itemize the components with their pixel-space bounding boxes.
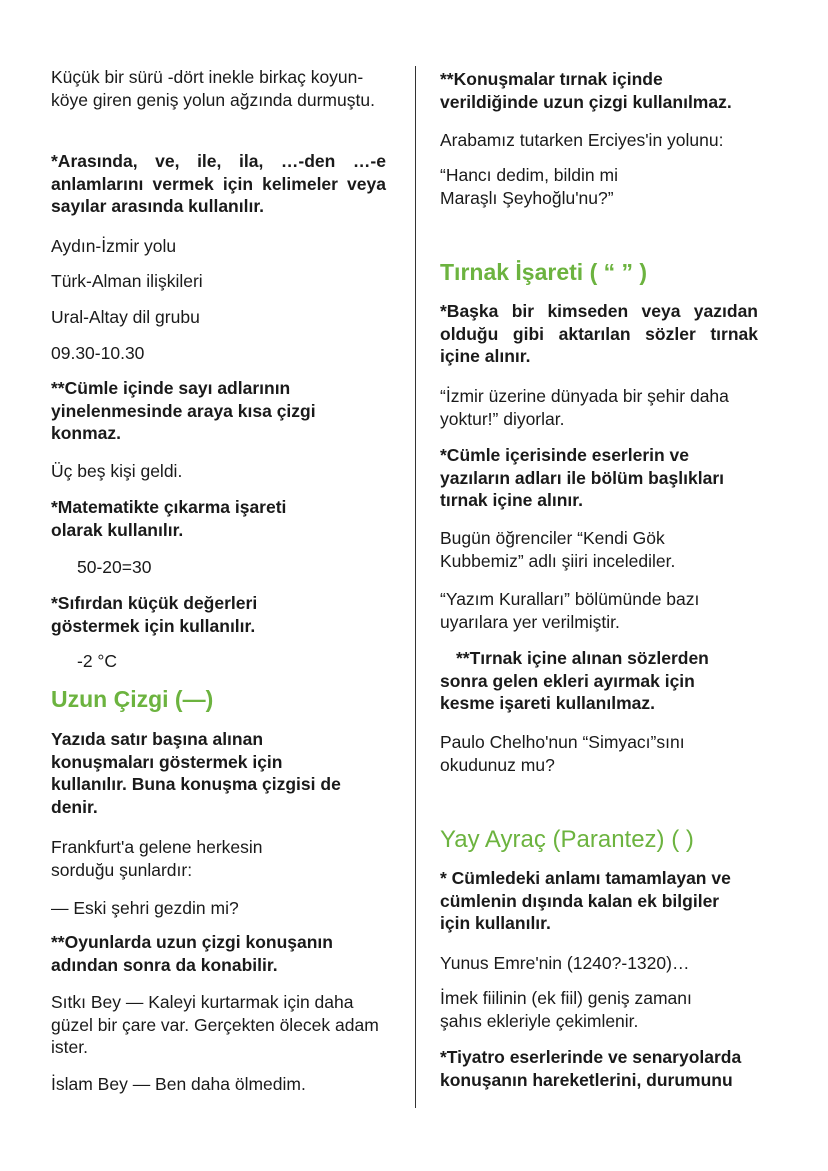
example-imek-fiili: İmek fiilinin (ek fiil) geniş zamanı şahıs ekleriyle çekimlenir. — [440, 988, 692, 1031]
paragraph-intro-example: Küçük bir sürü -dört inekle birkaç koyun- köye giren geniş yolun ağzında durmuştu. — [51, 67, 375, 110]
example-hanci: “Hancı dedim, bildin mi Maraşlı Şeyhoğlu'nu?” — [440, 165, 618, 208]
example-subtraction: 50-20=30 — [77, 557, 152, 577]
example-simyaci: Paulo Chelho'nun “Simyacı”sını okudunuz mu? — [440, 732, 685, 775]
example-izmir: “İzmir üzerine dünyada bir şehir daha yoktur!” diyorlar. — [440, 386, 729, 429]
example-turk-alman: Türk-Alman ilişkileri — [51, 271, 203, 291]
rule-number-repeat: **Cümle içinde sayı adlarının yinelenmesinde araya kısa çizgi konmaz. — [51, 378, 316, 443]
example-eski-sehir: — Eski şehri gezdin mi? — [51, 898, 239, 918]
rule-theatre: *Tiyatro eserlerinde ve senaryolarda konuşanın hareketlerini, durumunu — [440, 1047, 742, 1090]
column-divider — [415, 66, 416, 1108]
example-yazim-kurallari: “Yazım Kuralları” bölümünde bazı uyarılara yer verilmiştir. — [440, 589, 700, 632]
example-sitki-bey: Sıtkı Bey — Kaleyi kurtarmak için daha güzel bir çare var. Gerçekten ölecek adam ister. — [51, 992, 379, 1057]
heading-uzun-cizgi: Uzun Çizgi (—) — [51, 686, 214, 712]
rule-quote-no-dash: **Konuşmalar tırnak içinde verildiğinde uzun çizgi kullanılmaz. — [440, 69, 732, 112]
rule-play-dash: **Oyunlarda uzun çizgi konuşanın adından sonra da konabilir. — [51, 932, 333, 975]
rule-dialogue-dash: Yazıda satır başına alınan konuşmaları göstermek için kullanılır. Buna konuşma çizgisi de denir. — [51, 729, 341, 817]
rule-work-titles: *Cümle içerisinde eserlerin ve yazıların adları ile bölüm başlıkları tırnak içine alınır. — [440, 445, 724, 510]
example-islam-bey: İslam Bey — Ben daha ölmedim. — [51, 1074, 306, 1094]
rule-math-minus: *Matematikte çıkarma işareti olarak kullanılır. — [51, 497, 287, 540]
rule-negative-values: *Sıfırdan küçük değerleri göstermek için kullanılır. — [51, 593, 258, 636]
example-aydin-izmir: Aydın-İzmir yolu — [51, 236, 177, 256]
example-negative-temp: -2 °C — [77, 651, 118, 671]
heading-tirnak-isareti: Tırnak İşareti ( “ ” ) — [440, 259, 648, 285]
rule-quoted-speech: *Başka bir kimseden veya yazıdan olduğu gibi aktarılan sözler tırnak içine alınır. — [440, 301, 758, 366]
example-kendi-gok-kubbemiz: Bugün öğrenciler “Kendi Gök Kubbemiz” adlı şiiri incelediler. — [440, 528, 676, 571]
example-frankfurt: Frankfurt'a gelene herkesin sorduğu şunlardır: — [51, 837, 263, 880]
rule-parenthesis: * Cümledeki anlamı tamamlayan ve cümlenin dışında kalan ek bilgiler için kullanılır. — [440, 868, 731, 933]
example-yunus-emre: Yunus Emre'nin (1240?-1320)… — [440, 953, 690, 973]
example-time-range: 09.30-10.30 — [51, 343, 145, 363]
rule-dash-between: *Arasında, ve, ile, ila, …-den …-e anlamlarını vermek için kelimeler veya sayılar arasında kullanılır. — [51, 151, 386, 216]
example-erciyes: Arabamız tutarken Erciyes'in yolunu: — [440, 130, 724, 150]
heading-yay-ayrac: Yay Ayraç (Parantez) ( ) — [440, 826, 694, 853]
example-uc-bes: Üç beş kişi geldi. — [51, 461, 183, 481]
example-ural-altay: Ural-Altay dil grubu — [51, 307, 200, 327]
rule-no-apostrophe: **Tırnak içine alınan sözlerden sonra gelen ekleri ayırmak için kesme işareti kullanılmaz. — [440, 648, 709, 713]
